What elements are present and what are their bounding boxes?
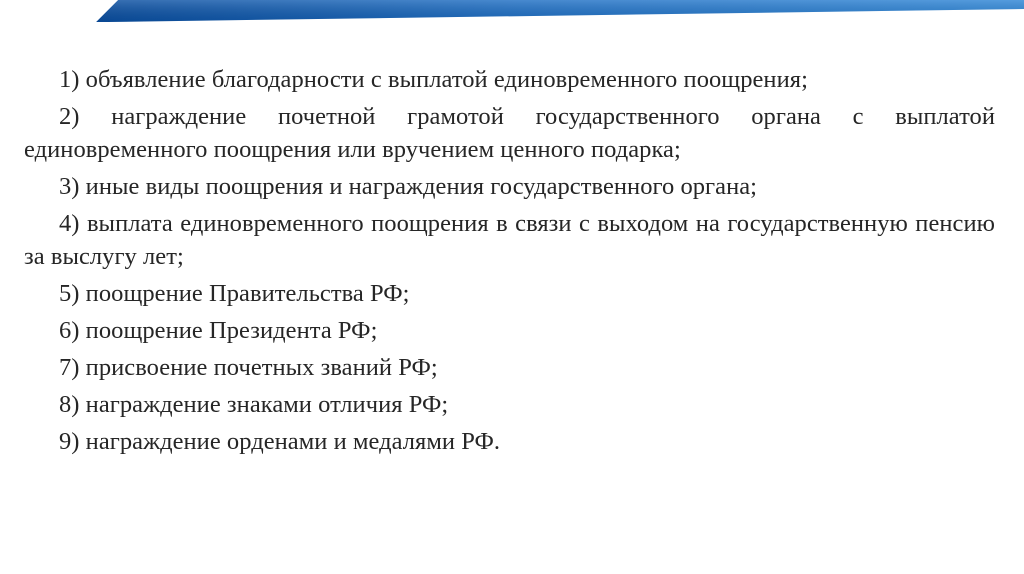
header-band bbox=[0, 0, 1024, 22]
list-item: 8) награждение знаками отличия РФ; bbox=[59, 391, 449, 418]
header-band-graphic bbox=[0, 0, 1024, 22]
list-container bbox=[24, 63, 995, 458]
list-item: 4) выплата единовременного поощрения в связи с выходом на государственную пенсию за выслугу лет; bbox=[24, 210, 995, 270]
list-item: 6) поощрение Президента РФ; bbox=[59, 317, 378, 344]
list-item: 7) присвоение почетных званий РФ; bbox=[59, 354, 438, 381]
list-item: 2) награждение почетной грамотой государственного органа с выплатой единовременного поощрения или вручением ценного подарка; bbox=[24, 103, 995, 163]
list-item: 3) иные виды поощрения и награждения государственного органа; bbox=[59, 173, 758, 200]
list-item: 1) объявление благодарности с выплатой единовременного поощрения; bbox=[59, 66, 808, 93]
list-item: 5) поощрение Правительства РФ; bbox=[59, 280, 410, 307]
list-item: 9) награждение орденами и медалями РФ. bbox=[59, 428, 501, 455]
